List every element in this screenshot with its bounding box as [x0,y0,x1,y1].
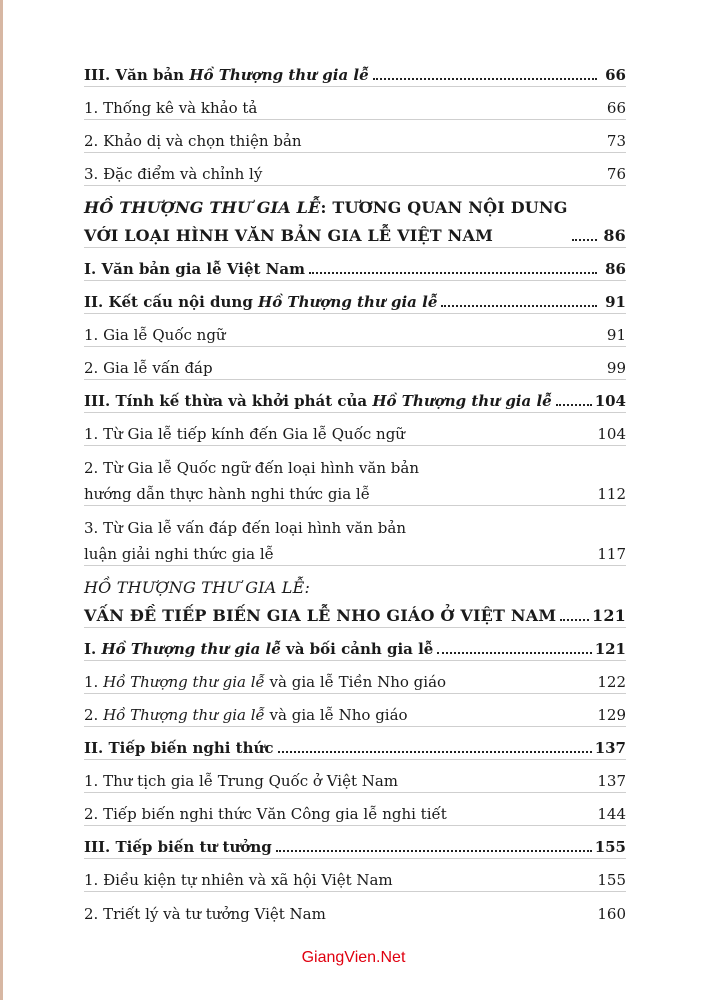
chapter-title-line2: VỚI LOẠI HÌNH VĂN BẢN GIA LỄ VIỆT NAM [84,226,494,245]
page-edge [0,0,3,1000]
toc-entry-luan-giai[interactable] [84,506,626,566]
entry-title-italic: Hồ Thượng thư gia lễ [372,392,552,410]
dot-leader [437,652,591,654]
entry-title: 2. Khảo dị và chọn thiện bản [84,132,302,150]
dot-leader [278,751,592,753]
toc-entry-van-cong[interactable] [84,793,626,826]
toc-entry-thong-ke[interactable] [84,87,626,120]
toc-chapter-tiep-bien[interactable] [84,566,626,628]
chapter-title-italic: HỒ THƯỢNG THƯ GIA LỄ: [84,578,311,597]
toc-entry-quoc-ngu[interactable] [84,314,626,347]
dot-leader [560,619,589,621]
entry-title-italic: Hồ Thượng thư gia lễ [258,293,438,311]
entry-title-italic: Hồ Thượng thư gia lễ [101,640,281,658]
toc-entry-dac-diem[interactable] [84,153,626,186]
entry-title: II. Kết cấu nội dung [84,293,259,311]
table-of-contents [84,54,626,925]
toc-chapter-tuong-quan[interactable] [84,186,626,248]
entry-title: 2. Gia lễ vấn đáp [84,359,213,377]
toc-entry-tiep-bien-tu-tuong[interactable] [84,826,626,859]
toc-entry-nho-giao[interactable] [84,694,626,727]
toc-entry-triet-ly[interactable] [84,892,626,925]
entry-title: 3. Từ Gia lễ vấn đáp đến loại hình văn bản [84,519,407,537]
entry-title-rest: và gia lễ Tiền Nho giáo [264,673,447,691]
page-number: 121 [592,606,626,625]
entry-title: I. [84,640,102,658]
page-number: 144 [597,805,626,823]
dot-leader [276,850,592,852]
entry-title-rest: và gia lễ Nho giáo [264,706,408,724]
dot-leader [309,272,597,274]
toc-entry-boi-canh[interactable] [84,628,626,661]
page-number: 73 [606,132,626,150]
entry-title: 1. Điều kiện tự nhiên và xã hội Việt Nam [84,871,393,889]
entry-title-italic: Hồ Thượng thư gia lễ [103,706,265,724]
entry-title-line2: hướng dẫn thực hành nghi thức gia lễ [84,485,370,503]
entry-title-italic: Hồ Thượng thư gia lễ [103,673,265,691]
page-number: 160 [597,905,626,923]
dot-leader [373,78,597,80]
page-number: 155 [597,871,626,889]
page-number: 66 [605,66,626,84]
toc-entry-ke-thua[interactable] [84,380,626,413]
page-number: 66 [606,99,626,117]
entry-title: 3. Đặc điểm và chỉnh lý [84,165,263,183]
page-number: 129 [597,706,626,724]
entry-title: 2. Từ Gia lễ Quốc ngữ đến loại hình văn bản [84,459,419,477]
toc-entry-tiep-kinh[interactable] [84,413,626,446]
entry-title: III. Tính kế thừa và khởi phát của [84,392,373,410]
chapter-title-line2: VẤN ĐỀ TIẾP BIẾN GIA LỄ NHO GIÁO Ở VIỆT NAM [84,606,557,625]
dot-leader [572,239,597,241]
page-number: 155 [594,838,626,856]
dot-leader [556,404,592,406]
entry-title: I. Văn bản gia lễ Việt Nam [84,260,305,278]
page-number: 137 [594,739,626,757]
entry-title: III. Tiếp biến tư tưởng [84,838,272,856]
entry-title: 2. [84,706,104,724]
page-number: 91 [605,293,626,311]
entry-title-line2: luận giải nghi thức gia lễ [84,545,274,563]
entry-title: 1. [84,673,104,691]
page-number: 86 [603,226,626,245]
chapter-title: : TƯƠNG QUAN NỘI DUNG [320,198,568,217]
page-number: 104 [597,425,626,443]
toc-entry-huong-dan[interactable] [84,446,626,506]
entry-title-italic: Hồ Thượng thư gia lễ [189,66,369,84]
page-number: 91 [606,326,626,344]
page-number: 121 [594,640,626,658]
page-number: 86 [605,260,626,278]
entry-title: 1. Thư tịch gia lễ Trung Quốc ở Việt Nam [84,772,399,790]
toc-entry-ket-cau[interactable] [84,281,626,314]
entry-title: 1. Thống kê và khảo tả [84,99,258,117]
entry-title: II. Tiếp biến nghi thức [84,739,274,757]
toc-entry-tiep-bien-nghi-thuc[interactable] [84,727,626,760]
toc-entry-khao-di[interactable] [84,120,626,153]
toc-entry-tien-nho-giao[interactable] [84,661,626,694]
entry-title: 2. Tiếp biến nghi thức Văn Công gia lễ nghi tiết [84,805,447,823]
page-number: 76 [606,165,626,183]
page-number: 122 [597,673,626,691]
toc-entry-dieu-kien[interactable] [84,859,626,892]
entry-title: III. Văn bản [84,66,190,84]
watermark-text: GiangVien.Net [301,949,406,966]
page-number: 117 [597,545,626,563]
dot-leader [441,305,597,307]
toc-entry-van-dap[interactable] [84,347,626,380]
page-number: 99 [606,359,626,377]
chapter-title-italic: HỒ THƯỢNG THƯ GIA LỄ [84,198,321,217]
entry-title: 1. Gia lễ Quốc ngữ [84,326,226,344]
toc-entry-thu-tich[interactable] [84,760,626,793]
page-number: 137 [597,772,626,790]
page-number: 104 [594,392,626,410]
entry-title: 2. Triết lý và tư tưởng Việt Nam [84,905,326,923]
entry-title-rest: và bối cảnh gia lễ [280,640,434,658]
toc-entry-van-ban[interactable] [84,54,626,87]
page-number: 112 [597,485,626,503]
entry-title: 1. Từ Gia lễ tiếp kính đến Gia lễ Quốc ngữ [84,425,405,443]
toc-entry-van-ban-gia-le[interactable] [84,248,626,281]
